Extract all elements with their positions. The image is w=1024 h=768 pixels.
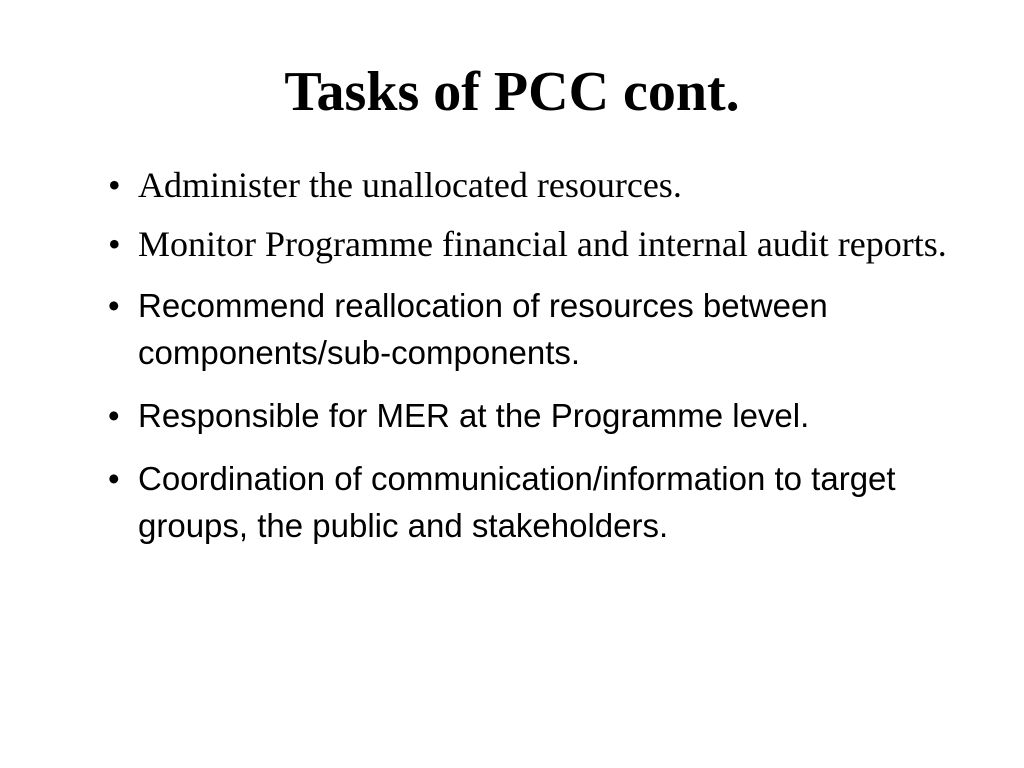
- bullet-icon: •: [108, 165, 121, 205]
- bullet-item: [108, 164, 988, 207]
- bullet-text: Monitor Programme financial and internal audit reports.: [138, 224, 947, 264]
- bullet-text: Responsible for MER at the Programme level.: [138, 397, 810, 434]
- slide-title: Tasks of PCC cont.: [284, 61, 740, 123]
- bullet-list: [108, 164, 988, 565]
- bullet-item: [108, 282, 988, 376]
- bullet-text: Coordination of communication/information to target groups, the public and stakeholders.: [138, 460, 896, 544]
- bullet-icon: •: [108, 460, 120, 497]
- bullet-icon: •: [108, 224, 121, 264]
- bullet-item: [108, 392, 988, 439]
- bullet-text: Recommend reallocation of resources between components/sub-components.: [138, 287, 828, 371]
- bullet-item: [108, 455, 988, 549]
- bullet-icon: •: [108, 397, 120, 434]
- bullet-icon: •: [108, 287, 120, 324]
- bullet-item: [108, 223, 988, 266]
- bullet-text: Administer the unallocated resources.: [138, 165, 682, 205]
